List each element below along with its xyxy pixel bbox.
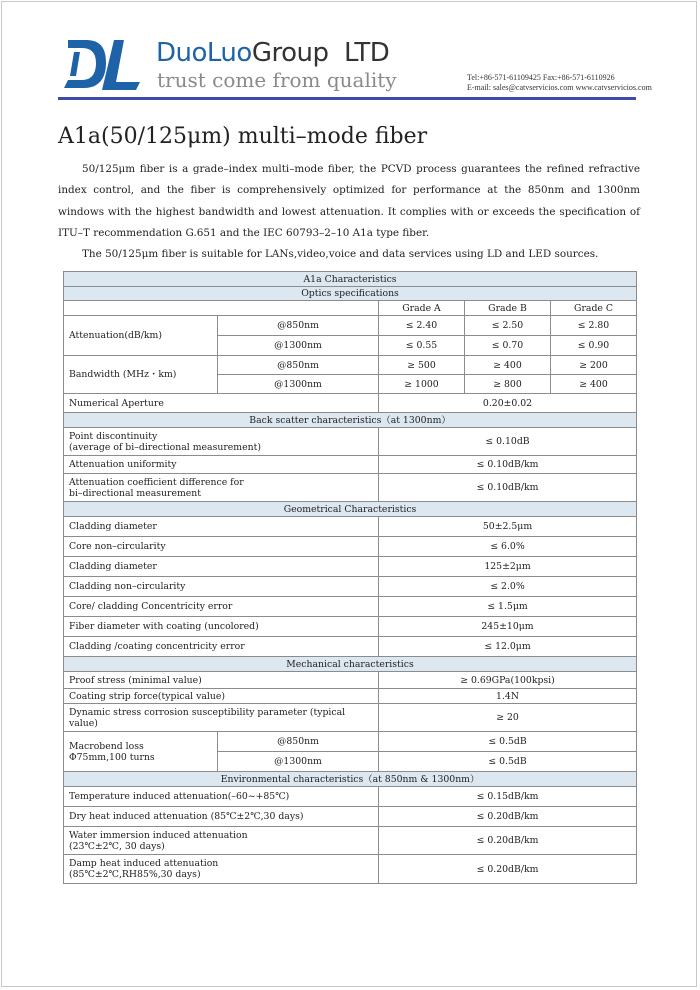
grade-header: Grade B <box>465 301 551 316</box>
row-label: Attenuation uniformity <box>64 456 379 474</box>
row-label: Temperature induced attenuation(–60~+85℃) <box>64 787 379 807</box>
row-label: Water immersion induced attenuation (23℃±2℃, 30 days) <box>64 827 379 855</box>
row-label-attenuation: Attenuation(dB/km) <box>64 316 218 356</box>
section-header-environmental: Environmental characteristics（at 850nm & 1300nm） <box>64 772 637 787</box>
contact-email-web: E-mail: sales@catvservicios.com www.catvservicios.com <box>467 83 652 92</box>
row-label: Core/ cladding Concentricity error <box>64 597 379 617</box>
brand-tagline: trust come from quality <box>157 68 397 92</box>
row-label: Point discontinuity (average of bi–directional measurement) <box>64 428 379 456</box>
value-cell: ≤ 0.20dB/km <box>379 807 637 827</box>
header-rule <box>58 97 636 100</box>
row-label: Cladding diameter <box>64 557 379 577</box>
intro-paragraph: 50/125μm fiber is a grade–index multi–mode fiber, the PCVD process guarantees the refined refractive index control, and the fiber is comprehensively optimized for performance at the 850nm and 1300nm windows with the highest bandwidth and lowest attenuation. It complies with or exceeds the specification of ITU–T recommendation G.651 and the IEC 60793–2–10 A1a type fiber. <box>58 163 640 239</box>
value-cell: ≤ 0.5dB <box>379 732 637 752</box>
row-label: Coating strip force(typical value) <box>64 689 379 704</box>
value-cell: ≤ 1.5μm <box>379 597 637 617</box>
value-cell: ≤ 0.55 <box>379 336 465 356</box>
wavelength-cell: @850nm <box>218 356 379 375</box>
value-cell: ≤ 0.10dB/km <box>379 474 637 502</box>
row-label: Damp heat induced attenuation (85℃±2℃,RH85%,30 days) <box>64 855 379 884</box>
value-cell: ≤ 6.0% <box>379 537 637 557</box>
brand-name: DuoLuoGroup LTD <box>156 38 390 68</box>
section-header-optics: Optics specifications <box>64 287 637 301</box>
wavelength-cell: @1300nm <box>218 336 379 356</box>
row-label: Fiber diameter with coating (uncolored) <box>64 617 379 637</box>
value-cell: ≤ 0.70 <box>465 336 551 356</box>
row-label-numerical-aperture: Numerical Aperture <box>64 394 379 413</box>
contact-phone: Tel:+86-571-61109425 Fax:+86-571-6110926 <box>467 73 615 82</box>
value-cell: 125±2μm <box>379 557 637 577</box>
section-header-backscatter: Back scatter characteristics（at 1300nm） <box>64 413 637 428</box>
value-cell: ≤ 0.10dB <box>379 428 637 456</box>
row-label: Cladding non–circularity <box>64 577 379 597</box>
value-cell: ≥ 400 <box>551 375 637 394</box>
value-cell: ≤ 2.40 <box>379 316 465 336</box>
table-title: A1a Characteristics <box>64 272 637 287</box>
row-label-macrobend: Macrobend loss Φ75mm,100 turns <box>64 732 218 772</box>
value-cell: ≥ 20 <box>379 704 637 732</box>
value-cell: ≥ 500 <box>379 356 465 375</box>
grade-header: Grade A <box>379 301 465 316</box>
value-cell: ≤ 0.20dB/km <box>379 855 637 884</box>
value-cell: 0.20±0.02 <box>379 394 637 413</box>
characteristics-table <box>63 271 637 884</box>
wavelength-cell: @850nm <box>218 316 379 336</box>
row-label: Cladding /coating concentricity error <box>64 637 379 657</box>
duoluo-logo-icon <box>62 32 144 94</box>
row-label: Cladding diameter <box>64 517 379 537</box>
intro-text <box>58 159 640 265</box>
row-label: Dry heat induced attenuation (85℃±2℃,30 days) <box>64 807 379 827</box>
value-cell: ≥ 400 <box>465 356 551 375</box>
row-label: Core non–circularity <box>64 537 379 557</box>
value-cell: ≥ 0.69GPa(100kpsi) <box>379 672 637 689</box>
value-cell: ≤ 2.0% <box>379 577 637 597</box>
value-cell: ≤ 2.80 <box>551 316 637 336</box>
page-title: A1a(50/125μm) multi–mode fiber <box>58 124 428 149</box>
wavelength-cell: @850nm <box>218 732 379 752</box>
value-cell: ≤ 0.10dB/km <box>379 456 637 474</box>
row-label-bandwidth: Bandwidth (MHz・km) <box>64 356 218 394</box>
row-label: Dynamic stress corrosion susceptibility parameter (typical value) <box>64 704 379 732</box>
value-cell: ≤ 0.15dB/km <box>379 787 637 807</box>
value-cell: 1.4N <box>379 689 637 704</box>
wavelength-cell: @1300nm <box>218 375 379 394</box>
section-header-mechanical: Mechanical characteristics <box>64 657 637 672</box>
row-label: Proof stress (minimal value) <box>64 672 379 689</box>
value-cell: ≥ 200 <box>551 356 637 375</box>
value-cell: 245±10μm <box>379 617 637 637</box>
grade-header: Grade C <box>551 301 637 316</box>
value-cell: ≤ 0.90 <box>551 336 637 356</box>
value-cell: ≤ 0.5dB <box>379 752 637 772</box>
value-cell: ≤ 12.0μm <box>379 637 637 657</box>
contact-info <box>467 73 652 93</box>
value-cell: 50±2.5μm <box>379 517 637 537</box>
value-cell: ≥ 800 <box>465 375 551 394</box>
value-cell: ≤ 2.50 <box>465 316 551 336</box>
intro-paragraph: The 50/125μm fiber is suitable for LANs,video,voice and data services using LD and LED sources. <box>82 248 599 261</box>
value-cell: ≥ 1000 <box>379 375 465 394</box>
value-cell: ≤ 0.20dB/km <box>379 827 637 855</box>
wavelength-cell: @1300nm <box>218 752 379 772</box>
section-header-geometrical: Geometrical Characteristics <box>64 502 637 517</box>
row-label: Attenuation coefficient difference for bi–directional measurement <box>64 474 379 502</box>
